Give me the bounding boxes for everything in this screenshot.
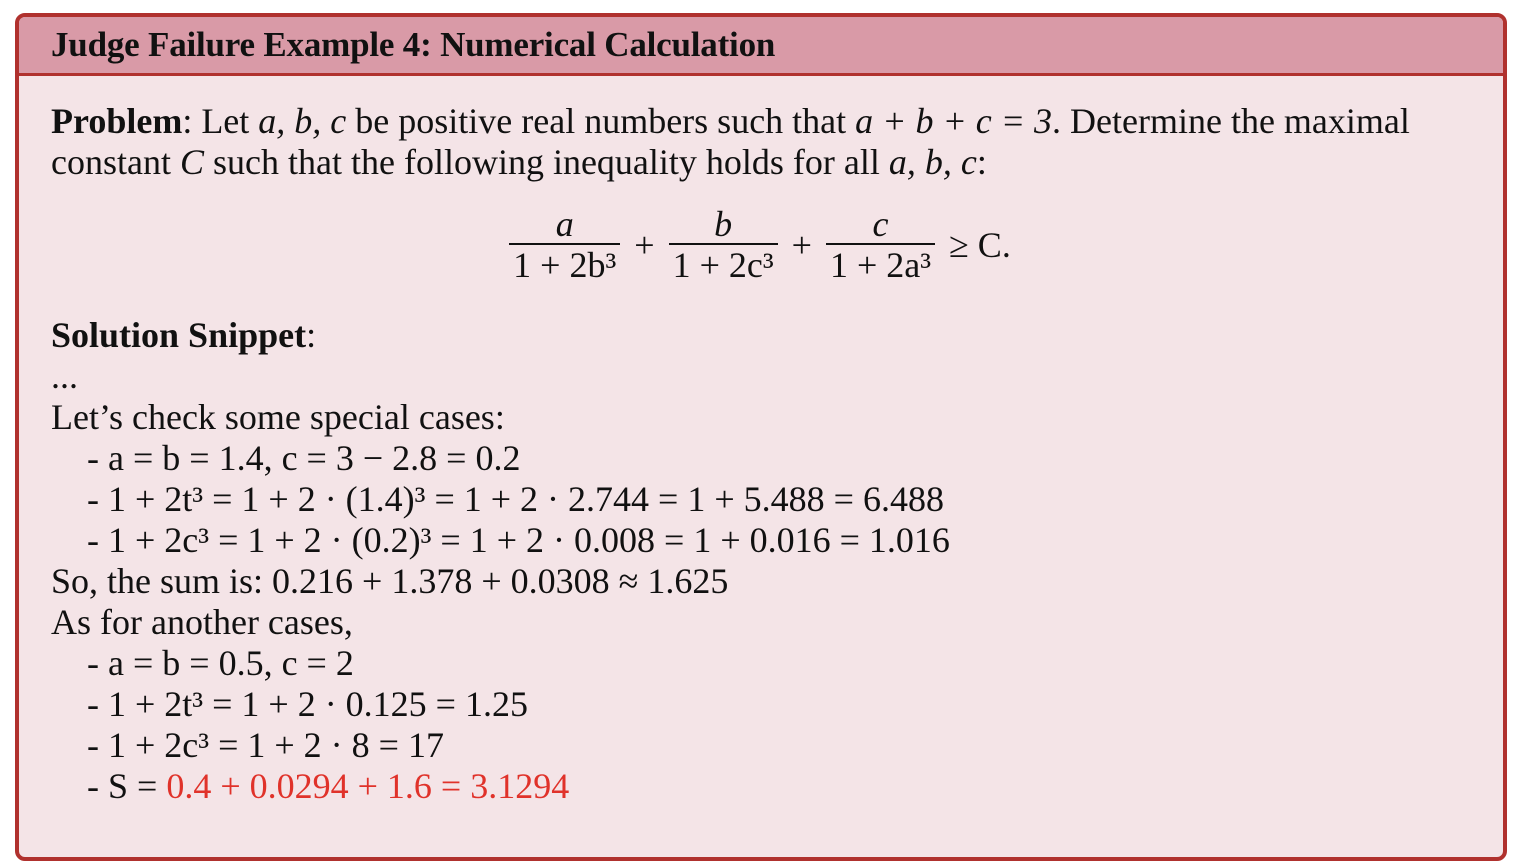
- problem-text: :: [976, 142, 987, 182]
- fraction-numerator: a: [555, 204, 574, 244]
- fraction-denominator: 1 + 2a³: [829, 245, 932, 285]
- box-content: [19, 101, 1503, 807]
- problem-text: . Determine the maximal constant: [51, 101, 1410, 182]
- fraction-denominator: 1 + 2c³: [672, 245, 774, 285]
- problem-label: Problem: [51, 101, 183, 141]
- problem-text: such that the following inequality holds for all: [204, 142, 889, 182]
- plus-sign: +: [791, 224, 812, 265]
- fraction-1: [509, 205, 620, 285]
- box-title: Judge Failure Example 4: Numerical Calculation: [51, 25, 776, 64]
- inequality-rhs: ≥ C.: [949, 224, 1011, 265]
- fraction-numerator: b: [714, 204, 733, 244]
- problem-vars: a, b, c: [888, 142, 977, 182]
- fraction-2: [669, 205, 778, 285]
- solution-line: - a = b = 0.5, c = 2: [87, 643, 354, 683]
- solution-label: Solution Snippet: [51, 315, 307, 355]
- solution-line: - 1 + 2c³ = 1 + 2 · (0.2)³ = 1 + 2 · 0.008 = 1 + 0.016 = 1.016: [87, 520, 950, 560]
- problem-statement: [51, 101, 1475, 183]
- fraction-numerator: c: [872, 204, 889, 244]
- solution-line: Let’s check some special cases:: [51, 397, 505, 437]
- solution-line: - 1 + 2t³ = 1 + 2 · 0.125 = 1.25: [87, 684, 528, 724]
- solution-line: - 1 + 2c³ = 1 + 2 · 8 = 17: [87, 725, 444, 765]
- problem-condition: a + b + c = 3: [855, 101, 1053, 141]
- inequality-display: [51, 197, 1475, 293]
- solution-line: - 1 + 2t³ = 1 + 2 · (1.4)³ = 1 + 2 · 2.744 = 1 + 5.488 = 6.488: [87, 479, 944, 519]
- example-box: [15, 13, 1507, 861]
- solution-heading: [51, 315, 1475, 356]
- final-prefix: - S =: [87, 766, 167, 806]
- solution-colon: :: [306, 315, 317, 355]
- problem-text: : Let: [182, 101, 259, 141]
- problem-vars: a, b, c: [258, 101, 347, 141]
- fraction-denominator: 1 + 2b³: [513, 245, 617, 285]
- plus-sign: +: [634, 224, 655, 265]
- solution-line: - a = b = 1.4, c = 3 − 2.8 = 0.2: [87, 438, 521, 478]
- highlighted-error: 0.4 + 0.0294 + 1.6 = 3.1294: [166, 766, 570, 806]
- solution-final-line: [51, 766, 1475, 807]
- solution-line: So, the sum is: 0.216 + 1.378 + 0.0308 ≈ 1.625: [51, 561, 729, 601]
- box-header: [19, 17, 1503, 76]
- fraction-3: [826, 205, 935, 285]
- problem-constant: C: [179, 142, 204, 182]
- problem-text: be positive real numbers such that: [346, 101, 856, 141]
- solution-line: As for another cases,: [51, 602, 353, 642]
- solution-ellipsis: ...: [51, 356, 78, 396]
